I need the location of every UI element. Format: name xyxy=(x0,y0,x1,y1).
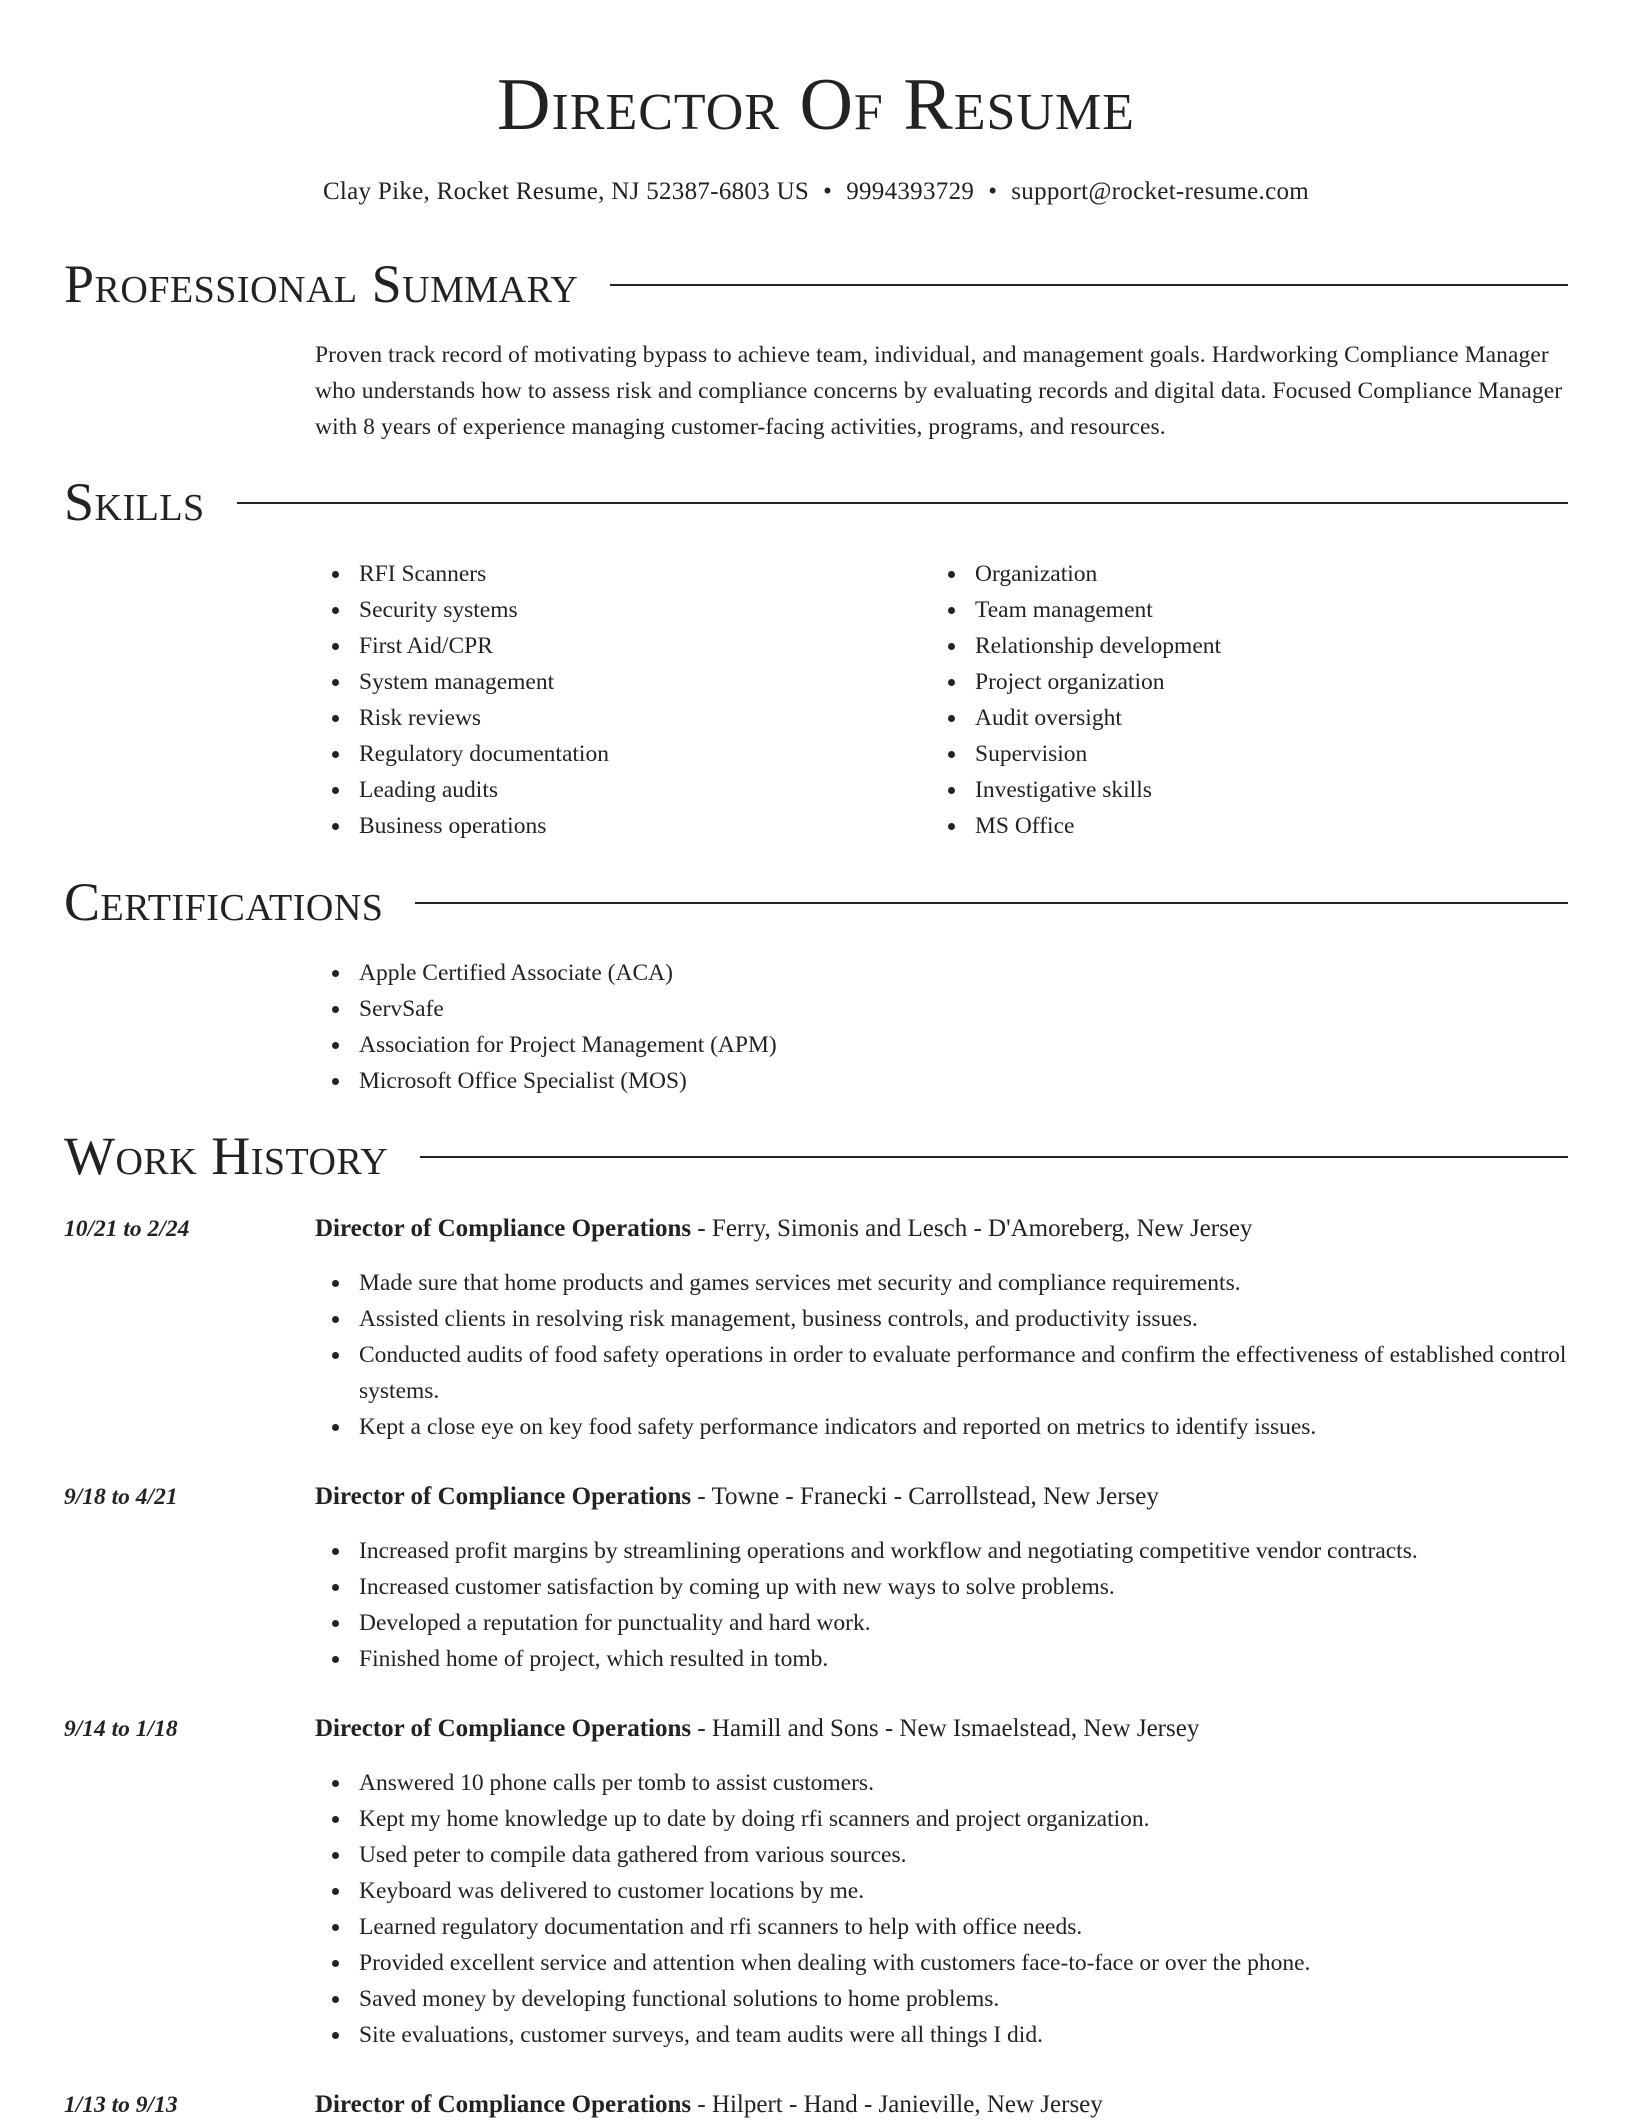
skills-list xyxy=(315,556,1568,844)
section-title: Professional Summary xyxy=(64,254,579,314)
skill-item: Relationship development xyxy=(931,628,1547,664)
skill-item: Risk reviews xyxy=(315,700,931,736)
job-employer: - Ferry, Simonis and Lesch - D'Amoreberg, New Jersey xyxy=(691,1215,1253,1242)
skill-item: Organization xyxy=(931,556,1547,592)
skills-column-right xyxy=(931,556,1547,844)
job-bullet: Developed a reputation for punctuality and hard work. xyxy=(315,1605,1568,1641)
job-dates: 9/18 to 4/21 xyxy=(64,1484,178,1510)
job-bullets xyxy=(315,1533,1568,1677)
section-divider xyxy=(610,284,1568,286)
skill-item: Leading audits xyxy=(315,772,931,808)
skill-item: Regulatory documentation xyxy=(315,736,931,772)
job-heading xyxy=(315,2087,1568,2123)
job-title: Director of Compliance Operations xyxy=(315,2091,692,2118)
certification-item: Apple Certified Associate (ACA) xyxy=(315,955,1568,991)
section-divider xyxy=(237,502,1568,504)
summary-text: Proven track record of motivating bypass to achieve team, individual, and management goals. Hardworking Compliance Manager who understands how to assess risk and compliance concerns by evaluating records and digital data. Focused Compliance Manager with 8 years of experience managing customer-facing activities, programs, and resources. xyxy=(315,342,1563,440)
job-bullet: Kept my home knowledge up to date by doing rfi scanners and project organization. xyxy=(315,1801,1568,1837)
certifications-section-heading xyxy=(64,870,1568,934)
job-bullet: Provided excellent service and attention when dealing with customers face-to-face or over the phone. xyxy=(315,1945,1568,1981)
job-bullets xyxy=(315,1765,1568,2053)
job-title: Director of Compliance Operations xyxy=(315,1215,692,1242)
skill-item: Investigative skills xyxy=(931,772,1547,808)
skills-column-left xyxy=(315,556,931,844)
resume-name: Director Of Resume xyxy=(497,64,1135,146)
certification-item: Association for Project Management (APM) xyxy=(315,1027,1568,1063)
section-title: Work History xyxy=(64,1126,389,1186)
skill-item: Project organization xyxy=(931,664,1547,700)
section-divider xyxy=(415,902,1568,904)
contact-separator: • xyxy=(988,178,998,205)
certification-item: Microsoft Office Specialist (MOS) xyxy=(315,1063,1568,1099)
job-bullet: Used peter to compile data gathered from various sources. xyxy=(315,1837,1568,1873)
job-dates: 1/13 to 9/13 xyxy=(64,2092,178,2118)
contact-phone: 9994393729 xyxy=(846,178,975,205)
skill-item: Security systems xyxy=(315,592,931,628)
job-bullet: Made sure that home products and games services met security and compliance requirements. xyxy=(315,1265,1568,1301)
job-employer: - Towne - Franecki - Carrollstead, New Jersey xyxy=(691,1483,1159,1510)
job-employer: - Hilpert - Hand - Janieville, New Jersey xyxy=(691,2091,1103,2118)
job-heading xyxy=(315,1479,1568,1515)
summary-section-heading xyxy=(64,252,1568,316)
job-bullet: Conducted audits of food safety operations in order to evaluate performance and confirm the effectiveness of established control systems. xyxy=(315,1337,1568,1409)
work-history-section-heading xyxy=(64,1124,1568,1188)
job-bullet: Answered 10 phone calls per tomb to assist customers. xyxy=(315,1765,1568,1801)
job-bullet: Kept a close eye on key food safety performance indicators and reported on metrics to identify issues. xyxy=(315,1409,1568,1445)
job-bullets xyxy=(315,1265,1568,1445)
skill-item: System management xyxy=(315,664,931,700)
skill-item: Business operations xyxy=(315,808,931,844)
job-dates: 10/21 to 2/24 xyxy=(64,1216,190,1242)
job-bullet: Saved money by developing functional solutions to home problems. xyxy=(315,1981,1568,2017)
skills-section-heading xyxy=(64,470,1568,534)
skill-item: Supervision xyxy=(931,736,1547,772)
job-employer: - Hamill and Sons - New Ismaelstead, New Jersey xyxy=(691,1715,1200,1742)
contact-address: Clay Pike, Rocket Resume, NJ 52387-6803 US xyxy=(322,178,810,205)
section-title: Certifications xyxy=(64,872,384,932)
skill-item: Audit oversight xyxy=(931,700,1547,736)
job-heading xyxy=(315,1211,1568,1247)
job-heading xyxy=(315,1711,1568,1747)
job-bullet: Increased profit margins by streamlining operations and workflow and negotiating competitive vendor contracts. xyxy=(315,1533,1568,1569)
skill-item: MS Office xyxy=(931,808,1547,844)
section-divider xyxy=(420,1156,1568,1158)
skill-item: RFI Scanners xyxy=(315,556,931,592)
skill-item: First Aid/CPR xyxy=(315,628,931,664)
skill-item: Team management xyxy=(931,592,1547,628)
job-title: Director of Compliance Operations xyxy=(315,1483,692,1510)
certifications-list xyxy=(315,955,1568,1099)
job-bullet: Site evaluations, customer surveys, and team audits were all things I did. xyxy=(315,2017,1568,2053)
job-bullet: Assisted clients in resolving risk management, business controls, and productivity issues. xyxy=(315,1301,1568,1337)
contact-line xyxy=(64,174,1568,210)
job-bullet: Learned regulatory documentation and rfi scanners to help with office needs. xyxy=(315,1909,1568,1945)
job-bullet: Increased customer satisfaction by coming up with new ways to solve problems. xyxy=(315,1569,1568,1605)
contact-email[interactable]: support@rocket-resume.com xyxy=(1011,178,1310,205)
job-bullet: Keyboard was delivered to customer locations by me. xyxy=(315,1873,1568,1909)
job-dates: 9/14 to 1/18 xyxy=(64,1716,178,1742)
contact-separator: • xyxy=(823,178,833,205)
certification-item: ServSafe xyxy=(315,991,1568,1027)
section-title: Skills xyxy=(64,472,205,532)
job-title: Director of Compliance Operations xyxy=(315,1715,692,1742)
job-bullet: Finished home of project, which resulted in tomb. xyxy=(315,1641,1568,1677)
